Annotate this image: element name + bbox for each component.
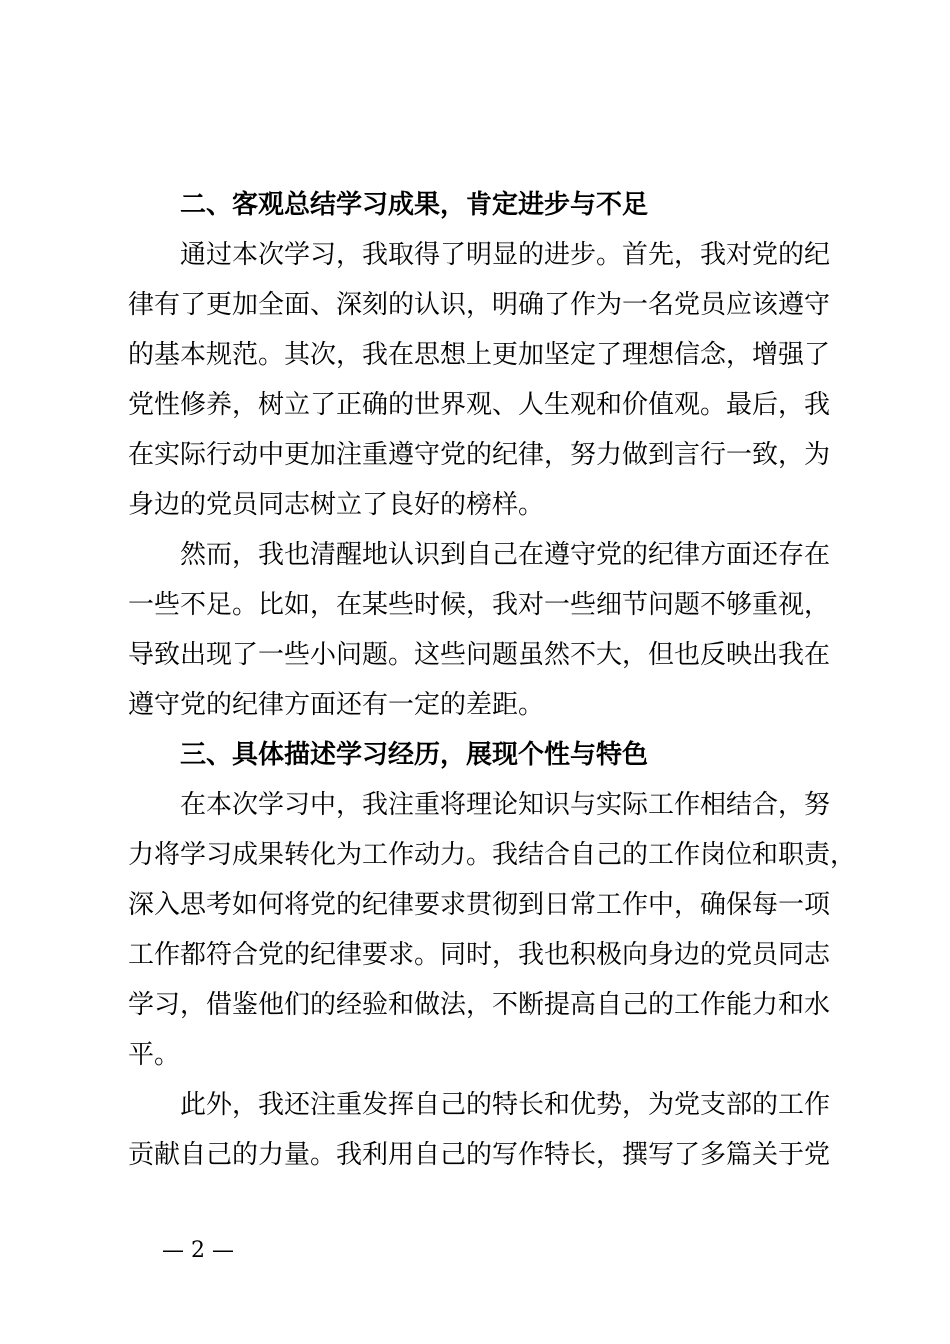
paragraph — [128, 230, 836, 530]
paragraph-line: 然而，我也清醒地认识到自己在遵守党的纪律方面还存在 — [180, 540, 831, 570]
paragraph-line: 通过本次学习，我取得了明显的进步。首先，我对党的纪 — [180, 240, 831, 270]
document-body — [128, 180, 857, 1180]
paragraph — [128, 1080, 836, 1180]
paragraph-line: 的基本规范。其次，我在思想上更加坚定了理想信念，增强了 — [128, 340, 831, 370]
paragraph-line: 导致出现了一些小问题。这些问题虽然不大，但也反映出我在 — [128, 640, 831, 670]
paragraph-line: 贡献自己的力量。我利用自己的写作特长，撰写了多篇关于党 — [128, 1140, 831, 1170]
paragraph-line: 在本次学习中，我注重将理论知识与实际工作相结合，努 — [180, 790, 831, 820]
paragraph-line: 身边的党员同志树立了良好的榜样。 — [128, 490, 545, 520]
paragraph-line: 此外，我还注重发挥自己的特长和优势，为党支部的工作 — [180, 1090, 831, 1120]
paragraph-line: 力将学习成果转化为工作动力。我结合自己的工作岗位和职责， — [128, 840, 857, 870]
paragraph-line: 遵守党的纪律方面还有一定的差距。 — [128, 690, 545, 720]
paragraph — [128, 530, 836, 730]
paragraph-line: 一些不足。比如，在某些时候，我对一些细节问题不够重视， — [128, 590, 831, 620]
page-number: — 2 — — [162, 1238, 234, 1263]
paragraph-line: 在实际行动中更加注重遵守党的纪律，努力做到言行一致，为 — [128, 440, 831, 470]
paragraph-line: 深入思考如何将党的纪律要求贯彻到日常工作中，确保每一项 — [128, 890, 831, 920]
paragraph-line: 党性修养，树立了正确的世界观、人生观和价值观。最后，我 — [128, 390, 831, 420]
paragraph-line: 平。 — [128, 1040, 181, 1070]
paragraph — [128, 780, 857, 1080]
section-heading: 二、客观总结学习成果，肯定进步与不足 — [180, 190, 649, 220]
paragraph-line: 学习，借鉴他们的经验和做法，不断提高自己的工作能力和水 — [128, 990, 831, 1020]
paragraph-line: 律有了更加全面、深刻的认识，明确了作为一名党员应该遵守 — [128, 290, 831, 320]
paragraph-line: 工作都符合党的纪律要求。同时，我也积极向身边的党员同志 — [128, 940, 831, 970]
section-heading: 三、具体描述学习经历，展现个性与特色 — [180, 740, 649, 770]
